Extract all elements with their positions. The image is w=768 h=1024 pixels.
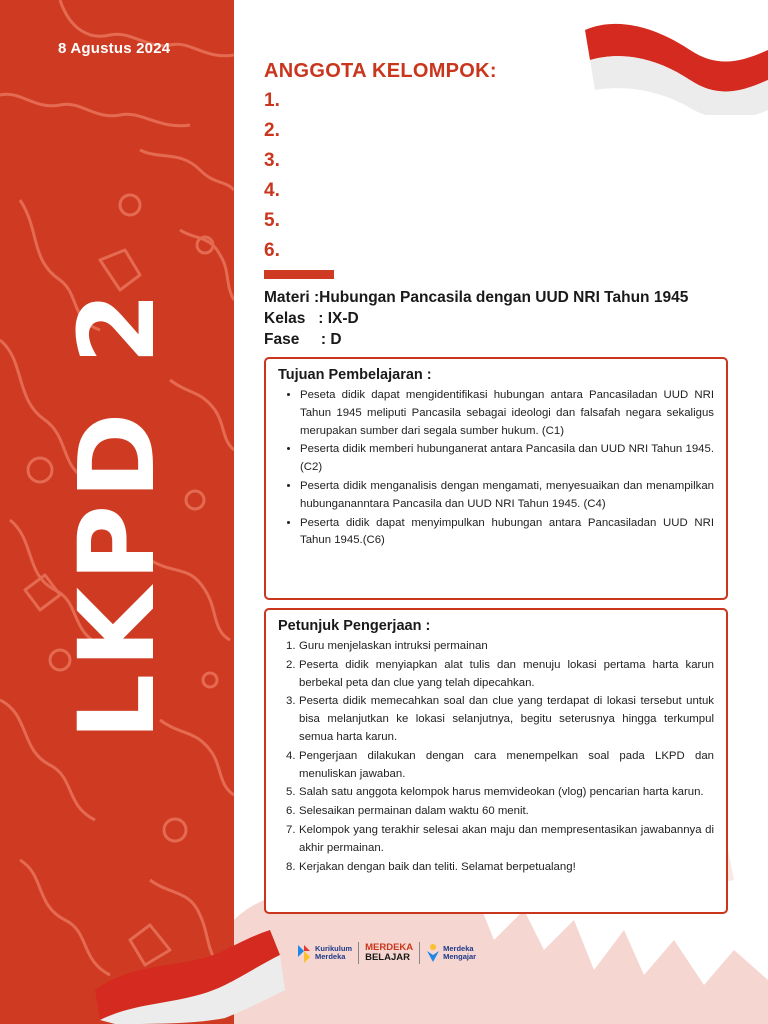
merdeka-mengajar-label-1: Merdeka [443, 944, 474, 953]
kelas-row [264, 308, 688, 329]
group-member-slot: 3. [264, 150, 280, 171]
kelas-label: Kelas : [264, 310, 328, 327]
flag-ribbon-top [580, 20, 768, 115]
instructions-list [278, 638, 714, 876]
date-label: 8 Agustus 2024 [58, 40, 171, 57]
lkpd-title: LKPD 2 [56, 286, 178, 740]
fase-label: Fase : [264, 331, 331, 348]
kurikulum-merdeka-icon [296, 943, 312, 963]
materi-label: Materi : [264, 289, 320, 306]
list-item [286, 822, 714, 858]
learning-objectives-box [264, 357, 728, 600]
materi-value: Hubungan Pancasila dengan UUD NRI Tahun 1945 [319, 289, 689, 306]
list-number: 1. [286, 640, 296, 652]
merdeka-belajar-logo [365, 943, 413, 963]
fase-value: D [330, 331, 342, 348]
logo-divider [358, 942, 359, 964]
instructions-title: Petunjuk Pengerjaan : [278, 618, 431, 634]
lesson-meta [264, 287, 688, 350]
list-number: 5. [286, 786, 296, 799]
group-member-slot: 1. [264, 90, 280, 111]
group-members-title: ANGGOTA KELOMPOK: [264, 60, 497, 82]
list-text: Kelompok yang terakhir selesai akan maju dan mempresentasikan jawabannya di akhir permainan. [299, 823, 714, 854]
list-item [286, 748, 714, 784]
group-member-slot: 6. [264, 240, 280, 261]
list-text: Kerjakan dengan baik dan teliti. Selamat berpetualang! [299, 860, 576, 873]
group-members-list [264, 88, 280, 268]
learning-objectives-list [278, 387, 714, 550]
list-item [286, 784, 714, 802]
merdeka-belajar-label-2: BELAJAR [365, 952, 410, 963]
merdeka-mengajar-logo [426, 943, 476, 963]
logo-divider [419, 942, 420, 964]
group-member-slot: 5. [264, 210, 280, 231]
list-text: Selesaikan permainan dalam waktu 60 menit. [299, 805, 529, 818]
kelas-value: IX-D [327, 310, 359, 327]
list-item [286, 693, 714, 746]
list-number: 2. [286, 658, 296, 671]
list-number: 6. [286, 805, 296, 818]
flag-ribbon-bottom [95, 930, 285, 1024]
kurikulum-label-2: Merdeka [315, 952, 346, 961]
list-item: • Peserta didik memberi hubunganerat antara Pancasila dan UUD NRI Tahun 1945. (C2) [300, 441, 714, 477]
list-item [286, 638, 714, 656]
list-number: 7. [286, 823, 296, 836]
kurikulum-label-1: Kurikulum [315, 944, 353, 953]
footer-logos [296, 938, 476, 968]
list-number: 8. [286, 860, 296, 873]
list-text: Guru menjelaskan intruksi permainan [299, 640, 488, 652]
sidebar-panel [0, 0, 234, 1024]
instructions-box [264, 608, 728, 914]
list-item: • Peseta didik dapat mengidentifikasi hubungan antara Pancasiladan UUD NRI Tahun 1945 meliputi Pancasila sebagai ideologi dan falsafah negara sekaligus merupakan sumber dari segala sumber hukum. (C1) [300, 387, 714, 440]
list-text: Pengerjaan dilakukan dengan cara menempelkan soal pada LKPD dan menuliskan jawaban. [299, 749, 714, 780]
list-item [286, 657, 714, 693]
materi-row [264, 287, 688, 308]
list-item: • Peserta didik menganalisis dengan mengamati, menyesuaikan dan menampilkan hubungananntara Pancasila dan UUD NRI Tahun 1945. (C4) [300, 478, 714, 514]
list-number: 4. [286, 749, 296, 762]
list-item: • Peserta didik dapat menyimpulkan hubungan antara Pancasiladan UUD NRI Tahun 1945.(C6) [300, 515, 714, 551]
merdeka-belajar-label-1: MERDEKA [365, 942, 414, 953]
merdeka-mengajar-icon [426, 943, 440, 963]
section-divider [264, 270, 334, 279]
list-text: Peserta didik menyiapkan alat tulis dan menuju lokasi pertama harta karun berbekal peta dan clue yang telah dipecahkan. [299, 658, 714, 689]
group-member-slot: 2. [264, 120, 280, 141]
fase-row [264, 329, 688, 350]
list-text: Salah satu anggota kelompok harus memvideokan (vlog) pencarian harta karun. [299, 786, 704, 799]
group-member-slot: 4. [264, 180, 280, 201]
merdeka-mengajar-label-2: Mengajar [443, 952, 477, 961]
list-text: Peserta didik memecahkan soal dan clue yang terdapat di lokasi tersebut untuk bisa melanjutkan ke lokasi selanjutnya, begitu seterusnya hingga terkumpul semua harta karun. [299, 695, 714, 743]
list-item [286, 859, 714, 877]
list-number: 3. [286, 695, 296, 708]
learning-objectives-title: Tujuan Pembelajaran : [278, 367, 432, 383]
kurikulum-merdeka-logo [296, 943, 352, 963]
list-item [286, 803, 714, 821]
